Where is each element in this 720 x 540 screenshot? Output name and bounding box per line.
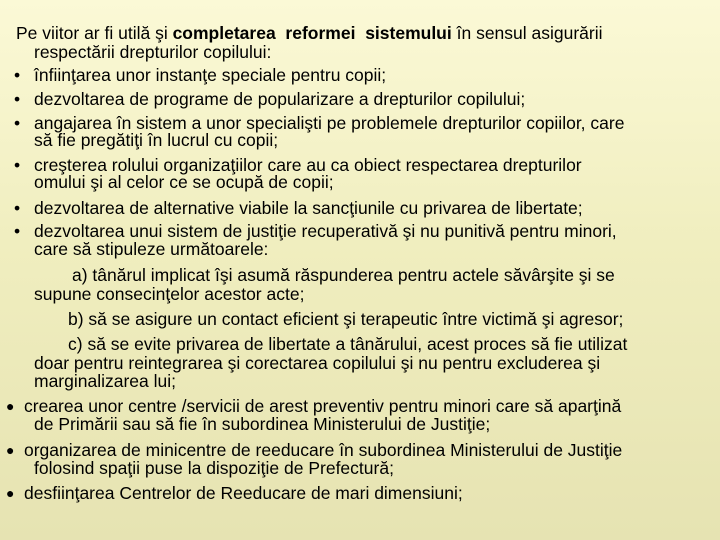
sub-item-text: a) tânărul implicat îşi asumă răspunderea pentru actele săvârşite şi se (72, 265, 615, 285)
bullet-text: creşterea rolului organizaţiilor care au ca obiect respectarea drepturilor (34, 155, 582, 175)
bullet-text: angajarea în sistem a unor specialişti pe problemele drepturilor copiilor, care (34, 113, 625, 133)
circle-bullet-symbol: ● (6, 398, 15, 414)
circle-bullet-text: de Primării sau să fie în subordinea Ministerului de Justiţie; (34, 414, 491, 434)
intro-line-1 (16, 24, 603, 43)
bullet-text: dezvoltarea unui sistem de justiţie recuperativă şi nu punitivă pentru minori, (34, 221, 617, 241)
bullet-symbol: • (14, 221, 21, 241)
bullet-text: dezvoltarea de alternative viabile la sancţiunile cu privarea de libertate; (34, 198, 583, 218)
intro-bold-sistemului: sistemului (365, 23, 452, 43)
sub-item-text: supune consecinţelor acestor acte; (34, 284, 305, 304)
intro-bold-completarea: completarea (172, 23, 276, 43)
bullet-text: omului şi al celor ce se ocupă de copii; (34, 172, 334, 192)
intro-prefix: Pe viitor ar fi utilă şi (16, 23, 173, 43)
bullet-text: dezvoltarea de programe de popularizare a drepturilor copilului; (34, 89, 526, 109)
bullet-symbol: • (14, 198, 21, 218)
bullet-text: să fie pregătiţi în lucrul cu copii; (34, 130, 279, 150)
circle-bullet-text: organizarea de minicentre de reeducare în subordinea Ministerului de Justiţie (24, 440, 623, 460)
circle-bullet-symbol: ● (6, 442, 15, 458)
sub-item-text: b) să se asigure un contact eficient şi terapeutic între victimă şi agresor; (68, 309, 624, 329)
bullet-text: înfiinţarea unor instanţe speciale pentru copii; (34, 65, 387, 85)
circle-bullet-symbol: ● (6, 485, 15, 501)
bullet-text: care să stipuleze următoarele: (34, 239, 269, 259)
bullet-symbol: • (14, 65, 21, 85)
circle-bullet-text: folosind spaţii puse la dispoziţie de Prefectură; (34, 458, 394, 478)
circle-bullet-text: desfiinţarea Centrelor de Reeducare de mari dimensiuni; (24, 483, 463, 503)
intro-space-2 (355, 23, 365, 43)
bullet-symbol: • (14, 89, 21, 109)
sub-item-text: c) să se evite privarea de libertate a tânărului, acest proces să fie utilizat (68, 334, 628, 354)
circle-bullet-text: crearea unor centre /servicii de arest preventiv pentru minori care să aparţină (24, 396, 622, 416)
intro-space-1 (276, 23, 286, 43)
sub-item-text: marginalizarea lui; (34, 371, 177, 391)
intro-suffix: în sensul asigurării (451, 23, 603, 43)
intro-line-2: respectării drepturilor copilului: (34, 42, 272, 62)
bullet-symbol: • (14, 113, 21, 133)
intro-bold-reformei: reformei (285, 23, 356, 43)
sub-item-text: doar pentru reintegrarea şi corectarea copilului şi nu pentru excluderea şi (34, 353, 601, 373)
bullet-symbol: • (14, 155, 21, 175)
